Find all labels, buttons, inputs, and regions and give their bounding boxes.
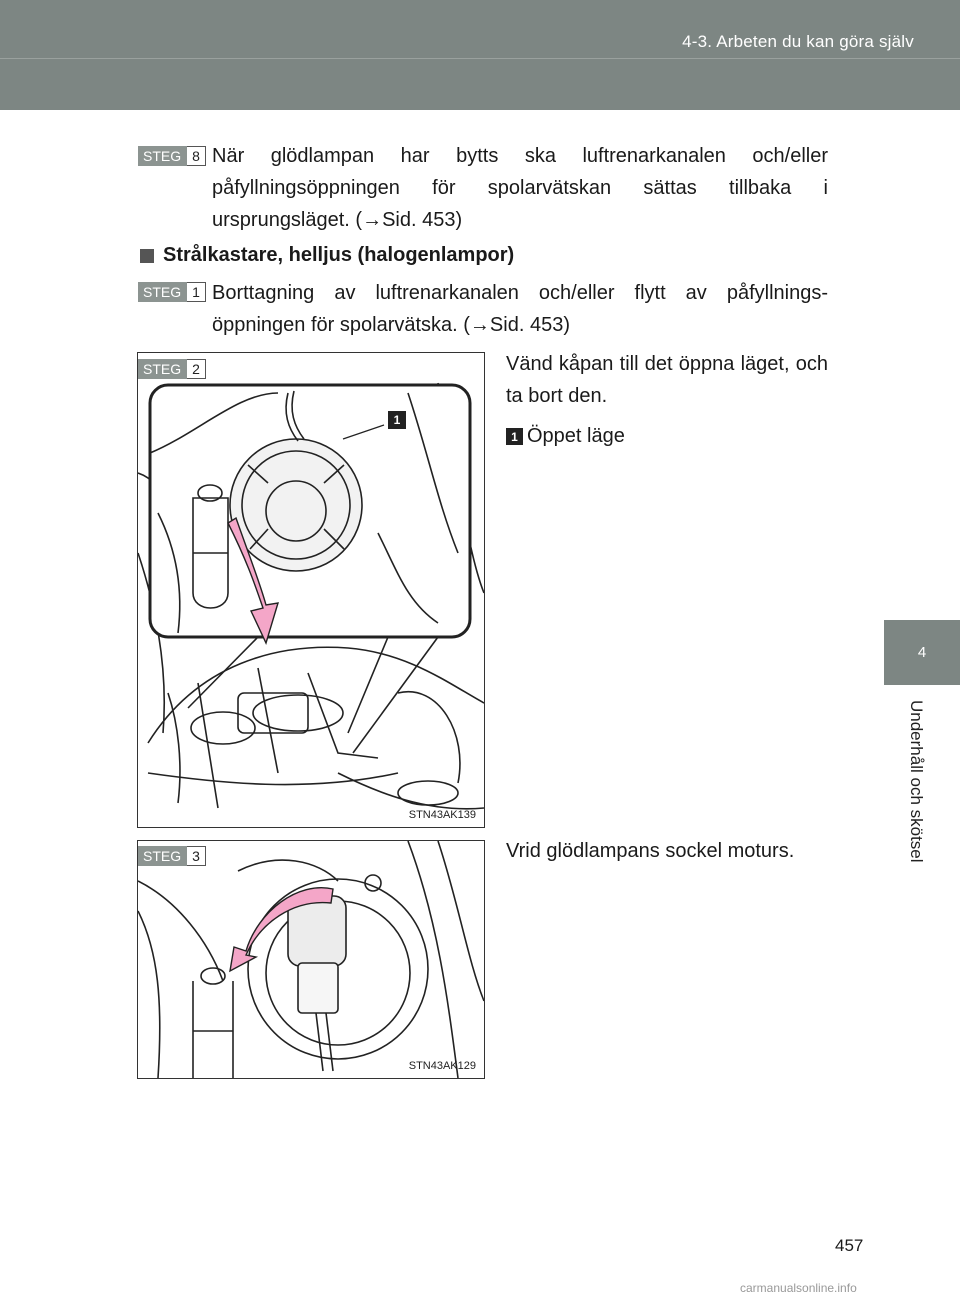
step-number: 3	[187, 846, 206, 866]
subheading	[140, 244, 514, 267]
figure-headlight-cover	[137, 352, 485, 828]
step-label: STEG	[138, 146, 187, 166]
step-number: 8	[187, 146, 206, 166]
legend-item	[506, 425, 625, 448]
step-label: STEG	[138, 282, 187, 302]
chapter-title: Underhåll och skötsel	[907, 700, 926, 863]
step-number: 1	[187, 282, 206, 302]
step-8-text: När glödlampan har bytts ska luftrenarkanalen och/eller påfyllningsöppningen för spolarvätskan sättas tillbaka i ursprungsläget. (→Sid. 453)	[212, 145, 828, 231]
header-band	[0, 0, 960, 110]
chapter-tab[interactable]	[884, 620, 960, 685]
legend-text: Öppet läge	[527, 425, 625, 447]
legend-number: 1	[506, 428, 523, 445]
step-badge-1	[138, 282, 206, 302]
step-badge-2	[138, 359, 206, 379]
step-2-text: Vänd kåpan till det öppna läget, och ta bort den.	[506, 353, 828, 407]
bulb-socket-illustration	[138, 841, 484, 1078]
header-rule	[0, 58, 960, 59]
callout-1: 1	[388, 411, 406, 429]
chapter-number: 4	[917, 644, 927, 661]
figure-code: STN43AK139	[408, 809, 476, 821]
step-badge-3	[138, 846, 206, 866]
footer-watermark[interactable]: carmanualsonline.info	[740, 1281, 857, 1295]
page-number: 457	[835, 1236, 864, 1255]
step-label: STEG	[138, 846, 187, 866]
step-3-text: Vrid glödlampans sockel moturs.	[506, 840, 795, 862]
step-1-text: Borttagning av luftrenarkanalen och/eller flytt av påfyllnings-öppningen för spolarvätska. (→Sid. 453)	[212, 282, 828, 336]
figure-bulb-socket	[137, 840, 485, 1079]
headlight-cover-illustration	[138, 353, 484, 827]
square-bullet-icon	[140, 249, 154, 263]
figure-code: STN43AK129	[408, 1060, 476, 1072]
section-title: 4-3. Arbeten du kan göra själv	[682, 32, 914, 51]
step-badge-8	[138, 146, 206, 166]
step-label: STEG	[138, 359, 187, 379]
subheading-text: Strålkastare, helljus (halogenlampor)	[163, 244, 515, 266]
step-number: 2	[187, 359, 206, 379]
